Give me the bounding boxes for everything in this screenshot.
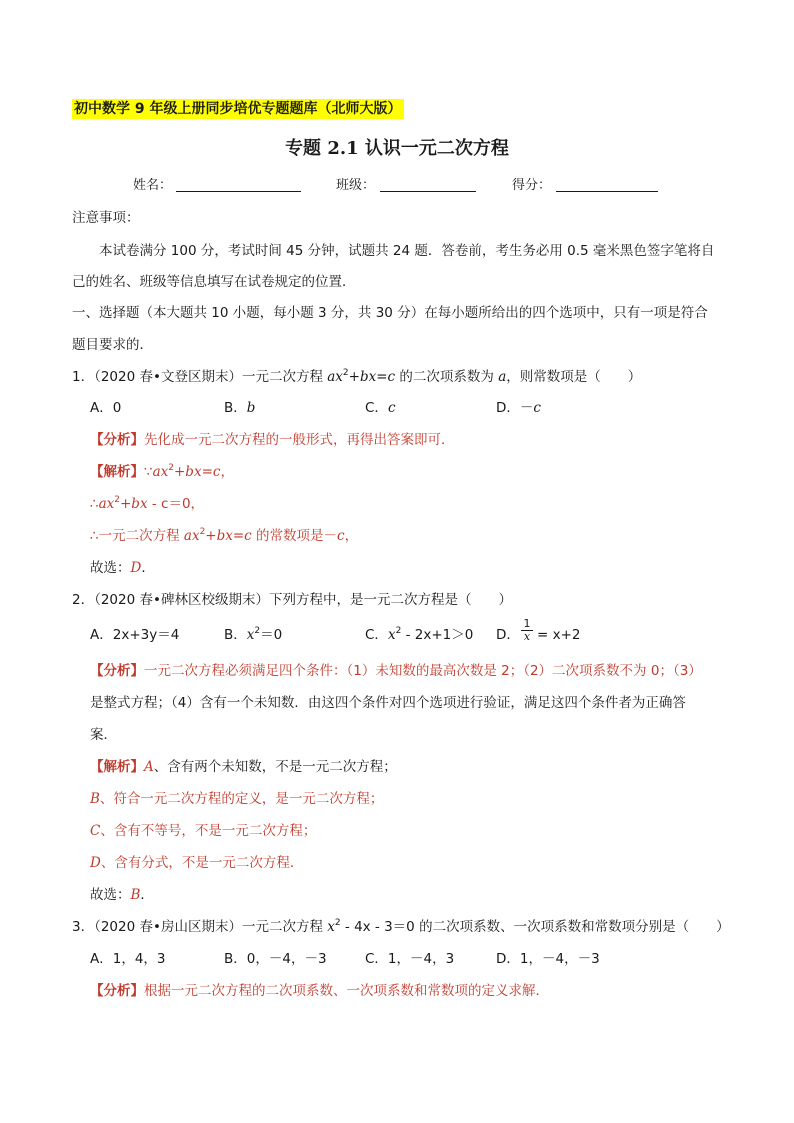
q3-analysis: 【分析】根据一元二次方程的二次项系数、一次项系数和常数项的定义求解． (90, 983, 549, 999)
q1-option-a: A．0 (90, 400, 122, 416)
q2-stem: 2．（2020 春•碑林区校级期末）下列方程中，是一元二次方程是（ ） (72, 592, 512, 608)
score-label: 得分： (512, 178, 552, 193)
q2-option-d-rhs: = x+2 (537, 627, 581, 643)
q1-stem: 1．（2020 春•文登区期末）一元二次方程 $ax^2+bx=c$ 的二次项系数为 a，则常数项是（ ） (72, 368, 642, 385)
q2-option-b: B．$x^2=0$ (224, 626, 283, 643)
section-heading-line-1: 一、选择题（本大题共 10 小题，每小题 3 分，共 30 分）在每小题所给出的四个选项中，只有一项是符合 (72, 305, 708, 321)
series-banner: 初中数学 9 年级上册同步培优专题题库（北师大版） (74, 101, 402, 117)
name-field-line (176, 191, 301, 192)
q1-solution-line-3: ∴一元二次方程 $ax^2+bx=c$ 的常数项是－c， (90, 527, 359, 544)
q1-answer: 故选：D． (90, 560, 155, 576)
q2-solution-d: D、含有分式，不是一元二次方程． (90, 855, 304, 871)
page-title: 专题 2.1 认识一元二次方程 (285, 138, 509, 159)
q3-option-c: C．1，－4，3 (365, 951, 455, 967)
notice-line-1: 本试卷满分 100 分，考试时间 45 分钟，试题共 24 题．答卷前，考生务必用 0.5 毫米黑色签字笔将自 (99, 243, 715, 259)
q1-analysis: 【分析】先化成一元二次方程的一般形式，再得出答案即可． (90, 432, 455, 448)
q1-solution-line-2: $\therefore ax^2+bx - c=0$， (90, 495, 205, 512)
q2-solution-c: C、含有不等号，不是一元二次方程； (90, 823, 317, 839)
q1-option-b: B．b (224, 400, 256, 416)
class-field-line (380, 191, 476, 192)
q2-answer: 故选：B． (90, 887, 154, 903)
q1-solution-line-1: 【解析】$\because ax^2+bx=c$， (90, 463, 234, 480)
notice-line-2: 己的姓名、班级等信息填写在试卷规定的位置． (72, 274, 356, 290)
q2-solution-b: B、符合一元二次方程的定义，是一元二次方程； (90, 791, 384, 807)
q3-stem: 3．（2020 春•房山区期末）一元二次方程 $x^2 - 4x - 3=0$ 的二次项系数、一次项系数和常数项分别是（ ） (72, 918, 730, 935)
q2-option-c: C．$x^2 - 2x+1>0$ (365, 626, 474, 643)
q2-solution-a: 【解析】A、含有两个未知数，不是一元二次方程； (90, 759, 397, 775)
q3-option-d: D．1，－4，－3 (496, 951, 600, 967)
q1-option-c: C．c (365, 400, 396, 416)
q2-option-d-label: D． (496, 627, 520, 643)
q1-option-d: D．－c (496, 400, 541, 416)
q2-analysis-line-3: 案． (90, 727, 117, 743)
q2-analysis-line-2: 是整式方程；（4）含有一个未知数．由这四个条件对四个选项进行验证，满足这四个条件者为正确答 (90, 695, 686, 711)
q2-option-a: A．2x+3y＝4 (90, 627, 180, 643)
notice-heading: 注意事项： (72, 210, 140, 226)
q2-analysis-line-1: 【分析】一元二次方程必须满足四个条件：（1）未知数的最高次数是 2；（2）二次项系数不为 0；（3） (90, 663, 702, 679)
class-label: 班级： (336, 178, 376, 193)
q3-option-b: B．0，－4，－3 (224, 951, 327, 967)
name-label: 姓名： (133, 178, 173, 193)
score-field-line (556, 191, 658, 192)
q3-option-a: A．1，4，3 (90, 951, 166, 967)
q2-option-d-fraction: $\frac{1}{x}$ (521, 618, 533, 643)
section-heading-line-2: 题目要求的． (72, 337, 153, 353)
